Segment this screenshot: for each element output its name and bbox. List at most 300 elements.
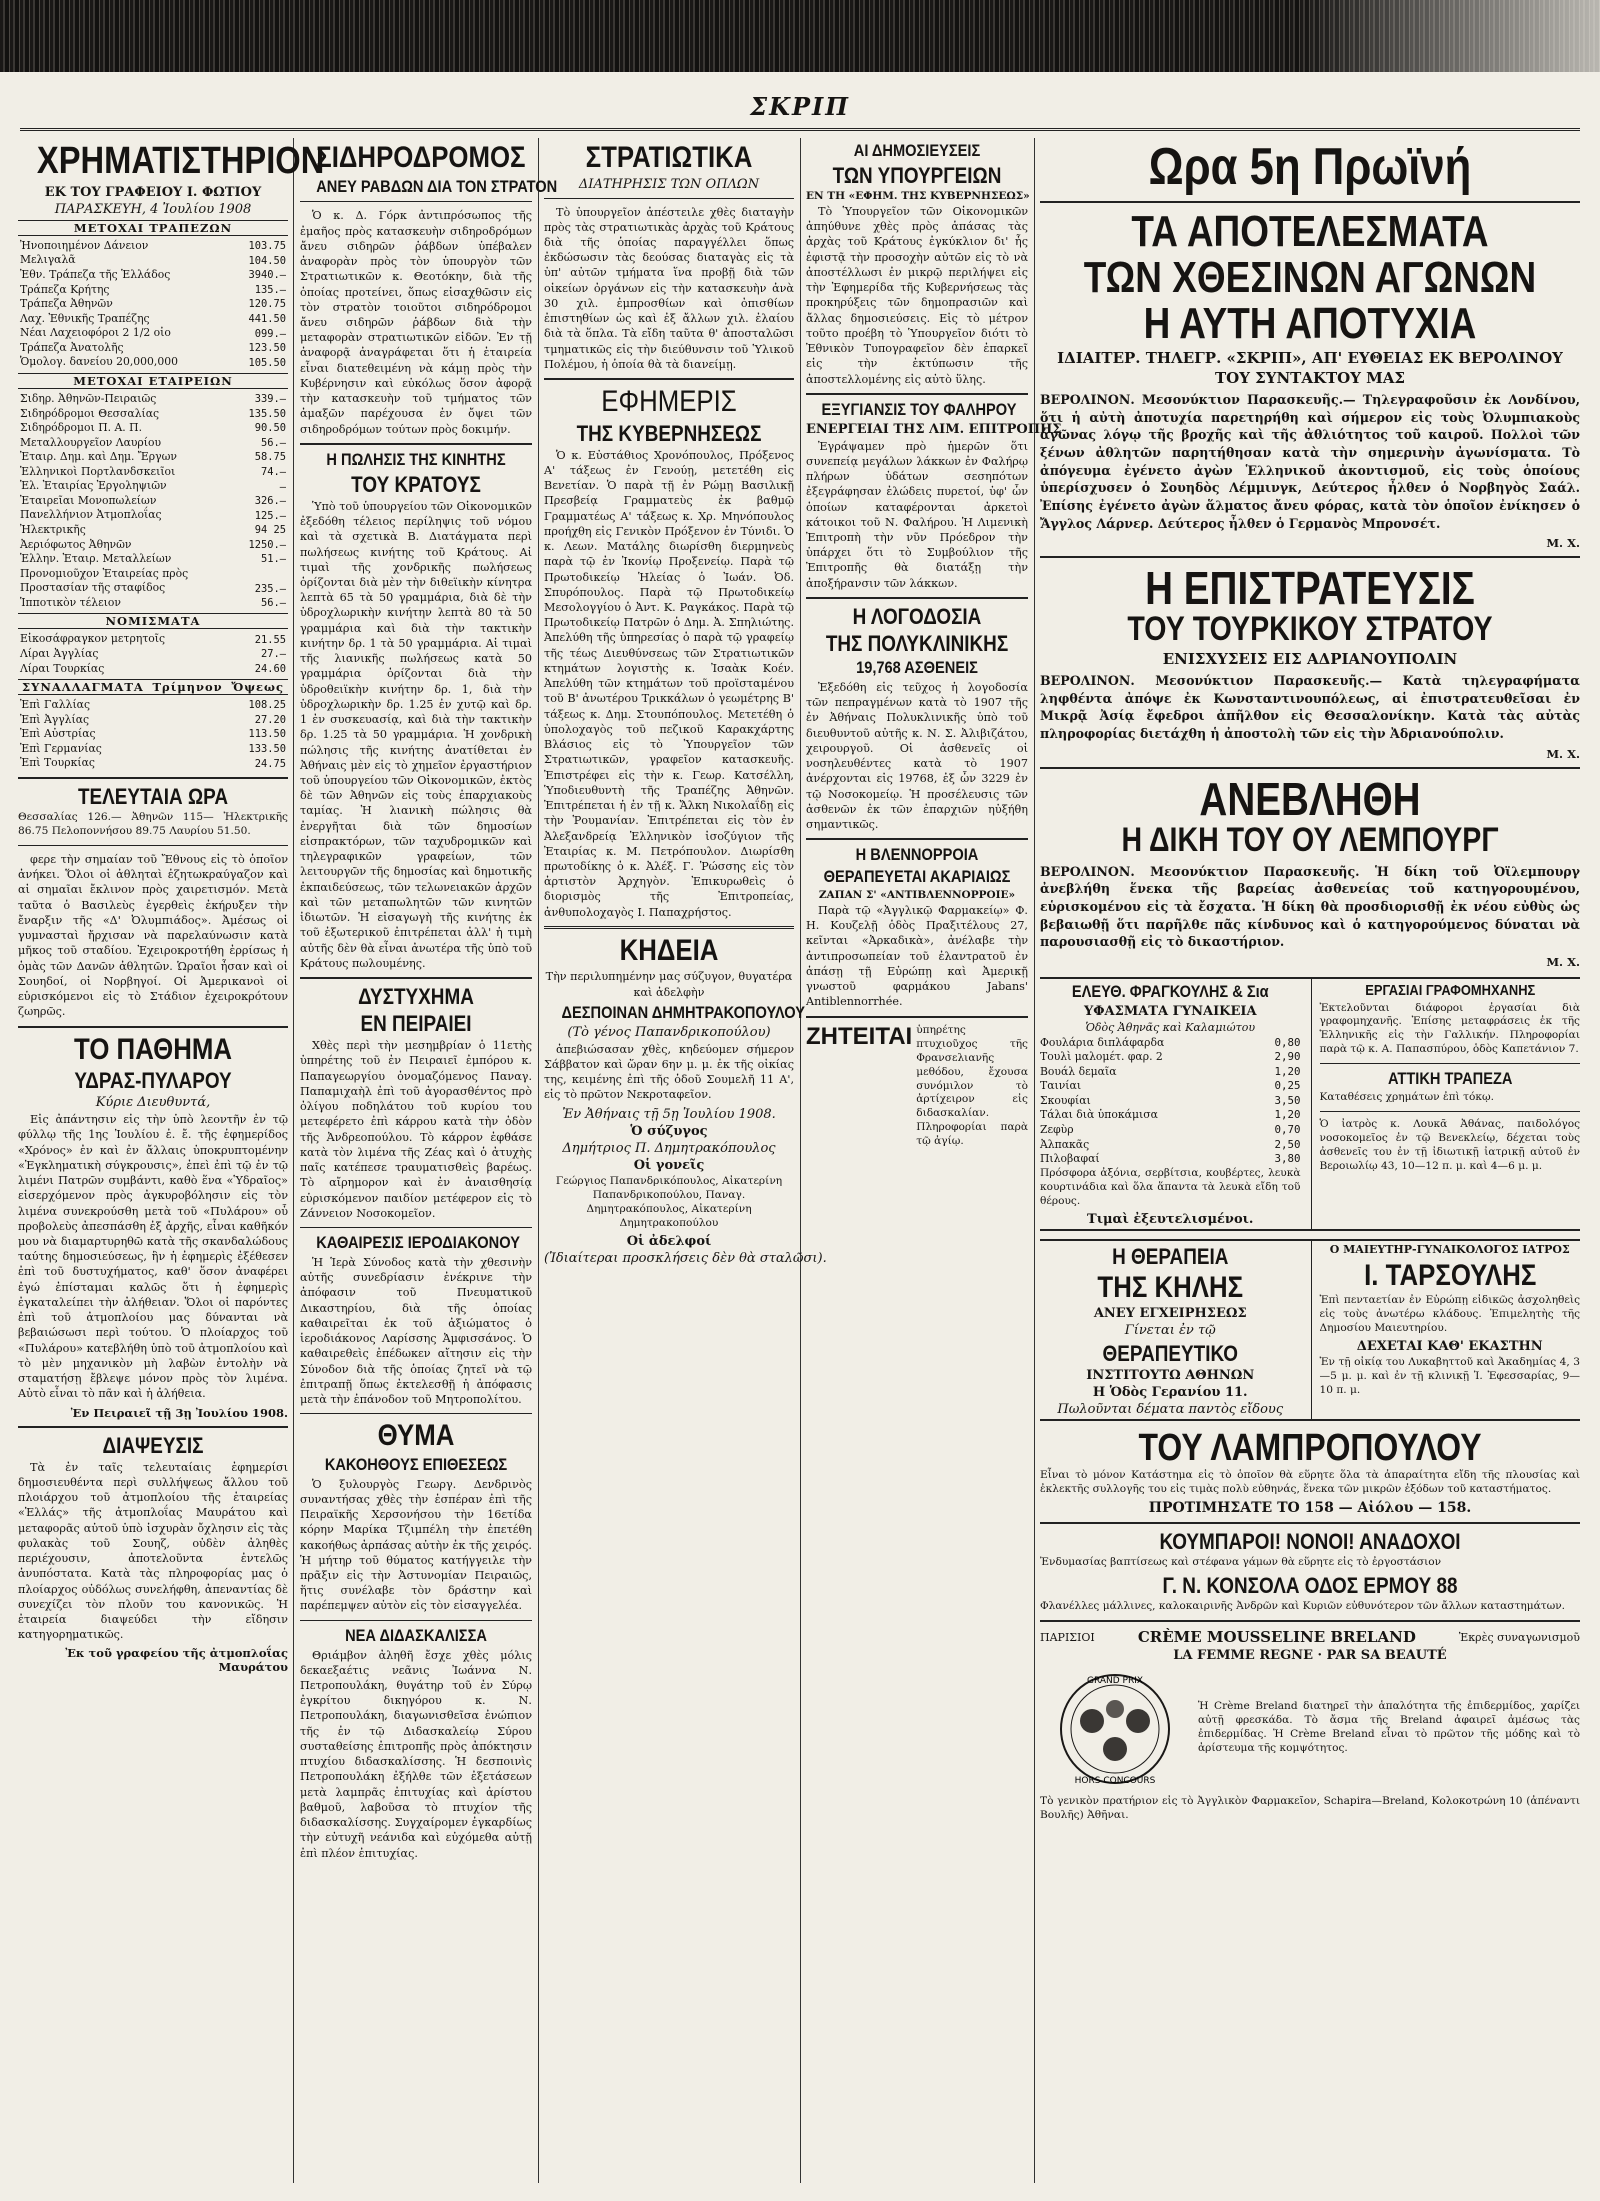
price-item: Ἀλπακᾶς <box>1040 1137 1090 1151</box>
ad-right-stack <box>1311 979 1581 1229</box>
rate-value: 56.— <box>260 597 286 610</box>
rate-value: 099.— <box>254 327 286 340</box>
ad-hernia-heading-4: ΘΕΡΑΠΕΥΤΙΚΟ <box>1102 1341 1238 1367</box>
last-hour-text: Θεσσαλίας 126.— Ἀθηνῶν 115— Ἠλεκτρικῆς 86.75 Πελοποννήσου 89.75 Λαυρίου 51.50. <box>18 810 288 837</box>
rate-name: Ἑλ. Ἑταιρίας Ἐργοληψιῶν <box>20 479 167 493</box>
blennorrhea-text: Παρὰ τῷ «Ἀγγλικῷ Φαρμακείῳ» Φ. Η. Κουζελῇ ὁδὸς Πραξιτέλους 27, κεῖνται «Ἀρκαδικὰ», ἀνέλαβε τὴν ἀντιπροσωπείαν τοῦ ἐλαντρατοῦ ἐν ἁπάσῃ τῇ Εὐρώπῃ καὶ Ἀμερικῇ γνωστοῦ φαρμάκου Jabans' Antiblennorrhée. <box>806 904 1028 1009</box>
trial-heading: ΑΝΕΒΛΗΘΗ <box>1199 772 1421 825</box>
rate-row <box>18 450 288 465</box>
divider <box>1320 1063 1581 1064</box>
price-item: Πιλοβαφαί <box>1040 1152 1100 1166</box>
divider <box>300 977 532 979</box>
mobilization-heading: Η ΕΠΙΣΤΡΑΤΕΥΣΙΣ <box>1145 562 1475 615</box>
ad-tarsoulis-name: Ι. ΤΑΡΣΟΥΛΗΣ <box>1363 1258 1536 1292</box>
rate-row <box>18 596 288 611</box>
polyclinic-subheading: ΤΗΣ ΠΟΛΥΚΛΙΝΙΚΗΣ <box>825 631 1009 657</box>
ministries-heading: ΑΙ ΔΗΜΟΣΙΕΥΣΕΙΣ <box>853 141 981 160</box>
price-item: Τουλὶ μαλομέτ. φαρ. 2 <box>1040 1050 1163 1064</box>
rate-row <box>18 268 288 283</box>
rate-value: 1250.— <box>248 538 286 551</box>
ad-fragkoulis-title: ΕΛΕΥΘ. ΦΡΑΓΚΟΥΛΗΣ & Σια <box>1071 981 1269 1001</box>
exchange-title: ΣΥΝΑΛΛΑΓΜΑΤΑ <box>22 680 144 695</box>
polyclinic-heading: Η ΛΟΓΟΔΟΣΙΑ <box>852 603 982 629</box>
divider <box>300 443 532 445</box>
price-row <box>1040 1152 1301 1167</box>
divider <box>18 845 288 846</box>
price-value: 2,50 <box>1274 1137 1301 1151</box>
rate-row <box>18 727 288 742</box>
rate-value: 441.50 <box>248 312 286 325</box>
gazette-subheading: ΤΗΣ ΚΥΒΕΡΝΗΣΕΩΣ <box>576 420 762 446</box>
column-divider <box>800 138 801 2183</box>
section-currencies: ΝΟΜΙΣΜΑΤΑ <box>18 613 288 629</box>
ad-fragkoulis <box>1040 979 1301 1229</box>
rate-value: 125.— <box>254 509 286 522</box>
results-correspondent: ΤΟΥ ΣΥΝΤΑΚΤΟΥ ΜΑΣ <box>1214 369 1406 388</box>
funeral-parents-names: Γεώργιος Παπανδρικόπουλος, Αἰκατερίνη Παπανδρικοπούλου, Παναγ. Δημητρακόπουλος, Αἰκατερίνη Δημητρακοπούλου <box>555 1174 783 1229</box>
stock-exchange-source: ΕΚ ΤΟΥ ΓΡΑΦΕΙΟΥ Ι. ΦΩΤΙΟΥ <box>44 184 262 200</box>
ad-typewriter-title: ΕΡΓΑΣΙΑΙ ΓΡΑΦΟΜΗΧΑΝΗΣ <box>1364 981 1535 999</box>
ad-bank-text: Καταθέσεις χρημάτων ἐπὶ τόκῳ. <box>1319 1091 1494 1104</box>
divider <box>1040 1620 1580 1622</box>
rate-name: Ἐταιρεῖαι Μονοπωλείων <box>20 493 157 507</box>
rate-name: Ἠνοποιημένον Δάνειον <box>20 238 149 252</box>
rate-value <box>236 567 288 582</box>
rate-name: Προστασίαν τῆς σταφίδος <box>20 581 166 595</box>
price-row <box>1040 1123 1301 1138</box>
price-value: 0,80 <box>1274 1035 1301 1049</box>
ministries-subheading: ΤΩΝ ΥΠΟΥΡΓΕΙΩΝ <box>832 162 1002 188</box>
divider <box>806 838 1028 840</box>
teacher-text: Θριάμβον ἀληθῆ ἔσχε χθὲς μόλις δεκαεξαέτις νεᾶνις Ἰωάννα Ν. Πετροπουλάκη, θυγάτηρ τοῦ ἐν Σύρῳ ἐγκρίτου δικηγόρου κ. Ν. Πετροπουλάκη, διαγωνισθεῖσα ἐνώπιον τῆς ἐν τῷ Διδασκαλείῳ Σύρου συσταθείσης ἐπιτροπῆς πρὸς ἀπόκτησιν πτυχίου διδασκαλίσσης. Ἡ δεσποινὶς Πετροπουλάκη ἐξήλθε τῶν ἐξετάσεων μετὰ λαμπρᾶς ἐπιτυχίας καὶ ἀρίστου βαθμοῦ, λαβοῦσα τὸ πτυχίον τῆς διδασκαλίσσης. Συγχαίρομεν ἐγκαρδίως τὴν εὐτυχῆ νεάνιδα καὶ εὐχόμεθα αὐτῇ ἐπὶ πλέον ἐπιτυχίας. <box>300 1648 532 1860</box>
ad-hernia <box>1040 1241 1301 1420</box>
ad-lampropoulos-title: ΤΟΥ ΛΑΜΠΡΟΠΟΥΛΟΥ <box>1138 1427 1482 1470</box>
rate-row <box>18 632 288 647</box>
quinine-text: Ὑπὸ τοῦ ὑπουργείου τῶν Οἰκονομικῶν ἐξεδόθη τέλειος περίληψις τοῦ νόμου καὶ τὰ σχετικὰ Β. Διατάγματα περὶ πωλήσεως κινήτης τοῦ Κράτους. Αἱ τιμαὶ τῆς χονδρικῆς πωλήσεως ὁρίζονται διὰ μὲν τὴν διθεϊικὴν κίνητρα λεπτὰ 65 τὰ 50 γραμμάρια, διὰ δὲ τὴν ὑδροχλωρικὴν κινήτην λεπτὰ 80 τὰ 50 γραμμάρια καὶ διὰ τὴν τακτικὴν κινήτην δρ. 1 τὰ 50 γραμμάρια. Αἱ τιμαὶ τῆς λιανικῆς πωλήσεως κατὰ 50 γραμμάρια ὁρίζονται διὰ τὴν ὑδροθειϊκὴν κινήτην δρ. 1, διὰ τὴν ὑδροχλωρικὴν δρ. 1.25 ἐν χυτῷ καὶ δρ. 1 ἐν συσκευασίᾳ, καὶ διὰ τὴν τακτικὴν δρ. 1.25 τὰ 50 γραμμάρια. Ἡ χονδρικὴ πώλησις τῆς κινήτης ἀνατίθεται ἐν Ἀθήναις μὲν εἰς τὸ χημεῖον ἐργαστήριον τοῦ ὑπουργείου τῶν Οἰκονομικῶν, ἐκτὸς δὲ τῶν Ἀθηνῶν εἰς τοὺς ἐπαρχιακοὺς ταμίας. Ἡ λιανικὴ πώλησις θὰ ἐνεργῆται διὰ τῶν δημοσίων εἰσπρακτόρων, τῶν ταχυδρομικῶν καὶ τηλεγραφικῶν γραφείων, τῶν λειτουργῶν τῆς δημοσίας καὶ δημοτικῆς ἐκπαιδεύσεως, τῶν τελωνειακῶν ἀρχῶν καὶ τῶν μεταπωλητῶν τῶν κινητῶν ἰδιωτῶν. Ἡ εἰσαγωγὴ τῆς κινήτης ἐκ τοῦ ἐξωτερικοῦ ἐπιτρέπεται ἀλλ' ἡ τιμὴ αὐτῆς δὲν θὰ εἶναι ἀνωτέρα τῆς ὑπὸ τοῦ Κράτους πωλουμένης. <box>300 499 532 970</box>
masthead: ΣΚΡΙΠ <box>750 92 850 121</box>
ad-hernia-heading-3: ΑΝΕΥ ΕΓΧΕΙΡΗΣΕΩΣ <box>1093 1306 1247 1322</box>
denial-heading: ΔΙΑΨΕΥΣΙΣ <box>102 1432 204 1458</box>
ad-konsolas-text: Ἐνδυμασίας βαπτίσεως καὶ στέφανα γάμων θὰ εὕρητε εἰς τὸ ἐργοστάσιον <box>1040 1556 1442 1569</box>
ad-hernia-text: Γίνεται ἐν τῷ <box>1124 1323 1216 1339</box>
section-bank-shares: ΜΕΤΟΧΑΙ ΤΡΑΠΕΖΩΝ <box>18 220 288 236</box>
divider <box>300 1620 532 1621</box>
rate-row <box>18 552 288 567</box>
rate-row <box>18 662 288 677</box>
funeral-deceased-name: ΔΕΣΠΟΙΝΑΝ ΔΗΜΗΤΡΑΚΟΠΟΥΛΟΥ <box>561 1002 805 1022</box>
company-shares-table <box>18 392 288 610</box>
price-row <box>1040 1050 1301 1065</box>
results-text: ΒΕΡΟΛΙΝΟΝ. Μεσονύκτιον Παρασκευῆς.— Τηλεγραφοῦσιν ἐκ Λονδίνου, ὅτι ἡ αὐτὴ ἀποτυχία παρετηρήθη καὶ σήμερον εἰς τοὺς Ὀλυμπιακοὺς ἀγῶνας λόγῳ τῆς βροχῆς καὶ τῆς ἀθλιότητος τοῦ καιροῦ. Πολλοὶ τῶν ξένων ἀθλητῶν παρητήθησαν κατὰ τὴν σημερινὴν ἀγωνίσματα. Τὸ ἀπόγευμα ἐγένετο ἀγὼν Ἑλληνικοῦ ἀκοντισμοῦ, εἰς τοὺς ὁποίους ὑπερίσχυσεν ὁ Σουηδὸς Λέμμινγκ, Δεύτερος ἦλθεν ὁ Νορβηγὸς Σαάλ. Ἐπίσης ἐγένετο ἀγὼν ἅλματος ἄνευ φόρας, κατὰ τὸν ὁποῖον ἐνίκησεν ὁ Ἄγγλος Λάρνερ. Δεύτερος ἦλθεν ὁ Γερμανὸς Μπρονσέτ. <box>1040 392 1580 531</box>
rate-row <box>18 297 288 312</box>
accident-subheading: ΕΝ ΠΕΙΡΑΙΕΙ <box>360 1011 472 1037</box>
price-value: 3,50 <box>1274 1093 1301 1107</box>
divider <box>1320 1111 1581 1112</box>
gazette-text: Ὁ κ. Εὐστάθιος Χρονόπουλος, Πρόξενος Α' τάξεως ἐν Γενούῃ, μετετέθη εἰς Βενετίαν. Ὁ παρὰ τῇ ἐν Ρώμῃ Βασιλικῇ Πρεσβείᾳ Γραμματεὺς ἐκ βαθμῷ Γραμματέως Α' τάξεως κ. Χρ. Μηνόπουλος προήχθη εἰς Γενικὸν Πρόξενον ἐν Τύνιδι. Ὁ κ. Λεων. Ματάλης διωρίσθη διερμηνεὺς παρὰ τῷ ἐν Ἰκονίῳ Προξενείῳ. Παρὰ τῷ Πρωτοδικείῳ Ἡλείας ὁ Ἰωάν. Ὀδ. Σπυρόπουλος. Παρὰ τῷ Πρωτοδικείῳ Μεσολογγίου ὁ Ἀντ. Κ. Ραγκάκος. Παρὰ τῷ Πρωτοδικείῳ Πατρῶν ὁ Δημ. Ἀ. Σπηλιώτης. Ἀπελύθη τῆς ὑπηρεσίας ὁ παρὰ τῷ γραφείῳ τῆς τέως Διευθύνσεως τῶν Στρατιωτικῶν κτημάτων λογιστὴς κ. Ἰσαὰκ Κοέν. Ἀπελύθη τῶν κτημάτων τοῦ προϊσταμένου τοῦ Β' ἀνωτέρου Τρικκάλων ὁ γεωμέτρης Β' τάξεως κ. Δημ. Στουπόπουλος. Μετετέθη ὁ ὑπολοχαγὸς τοῦ πεζικοῦ Καρακχάρτης Βλάσιος εἰς τὸ Ὑπουργεῖον τῶν Στρατιωτικῶν, γραφεῖον κατασκευῆς. Ἐπιστρέφει εἰς τὴν κ. Γεωρ. Κατσέλλη, Ὑποδιευθυντὴ τῆς Τραπέζης Ἀθηνῶν. Ἐπιτρέπεται ἡ ἐν τῇ κ. Ἄλκη Νικολαΐδῃ εἰς τὴν Ῥουμανίαν. Ἐπιτρέπεται εἰς τὸν ἐν Ἀλεξανδρείᾳ Ἑλληνικὸν ἰσοζύγιον τῆς Ἐταιρίας κ. Μ. Πετρόπουλον. Διωρίσθη πρωτοδίκης ὁ κ. Ἀλέξ. Γ. Ῥώσσης εἰς τὸν ἀρτιστὸν Ἀρχηγὸν. Ἐπικυρωθεὶς ὁ διορισμὸς τῆς Ἐπιτροπείας, ἀνθυπολοχαγὸς Ι. Παπαχρήστος. <box>544 448 794 919</box>
ad-breland-slogan: LA FEMME REGNE · PAR SA BEAUTÉ <box>1173 1648 1447 1664</box>
letter-salutation: Κύριε Διευθυντά, <box>95 1095 211 1111</box>
rate-name: Λίραι Ἀγγλίας <box>20 646 99 660</box>
divider <box>544 926 794 929</box>
rate-row <box>18 392 288 407</box>
price-value: 1,20 <box>1274 1108 1301 1122</box>
mobilization-signature: Μ. Χ. <box>1546 746 1580 761</box>
column-stock-exchange <box>18 138 325 2183</box>
ad-fragkoulis-price-note: Τιμαὶ ἐξευτελισμένοι. <box>1087 1211 1254 1227</box>
divider <box>18 1426 288 1428</box>
hydra-pylaros-subheading: ΥΔΡΑΣ-ΠΥΛΑΡΟΥ <box>74 1068 232 1093</box>
gazette-heading: ΕΦΗΜΕΡΙΣ <box>601 385 737 419</box>
rate-value: 27.20 <box>254 713 286 726</box>
price-value: 3,80 <box>1274 1152 1301 1166</box>
ad-hernia-heading-2: ΤΗΣ ΚΗΛΗΣ <box>1097 1270 1244 1304</box>
price-item: Βουάλ δεμαῖα <box>1040 1064 1117 1078</box>
results-subheading: ΤΩΝ ΧΘΕΣΙΝΩΝ ΑΓΩΝΩΝ <box>1083 252 1537 302</box>
rate-row <box>18 523 288 538</box>
price-value: 1,20 <box>1274 1064 1301 1078</box>
rate-name: Ἐπὶ Ἀγγλίας <box>20 712 90 726</box>
rate-value: 235.— <box>254 582 286 595</box>
rate-name: Εἰκοσάφραγκον μετρητοῖς <box>20 632 166 646</box>
funeral-heading: ΚΗΔΕΙΑ <box>619 933 719 967</box>
blennorrhea-subheading: ΘΕΡΑΠΕΥΕΤΑΙ ΑΚΑΡΙΑΙΩΣ <box>823 867 1011 887</box>
divider <box>1040 767 1580 769</box>
railway-subheading: ΑΝΕΥ ΡΑΒΔΩΝ ΔΙΑ ΤΟΝ ΣΤΡΑΤΟΝ <box>316 176 558 196</box>
late-edition-banner: Ωρα 5η Πρωϊνή <box>1148 138 1472 196</box>
rate-value: 90.50 <box>254 422 286 435</box>
exchange-col-three-month: Τρίμηνον <box>152 680 223 695</box>
rate-row <box>18 479 288 494</box>
wanted-heading: ΖΗΤΕΙΤΑΙ <box>806 1022 913 1050</box>
ad-hernia-text-2: Πωλοῦνται δέματα παντὸς εἴδους <box>1057 1402 1284 1418</box>
ad-hernia-heading: Η ΘΕΡΑΠΕΙΑ <box>1112 1243 1229 1269</box>
ad-breland-competition: Ἐκρὲς συναγωνισμοῦ <box>1458 1630 1580 1644</box>
rate-name: Ἑλληνικοὶ Πορτλανδσκειῖοι <box>20 464 176 478</box>
olympics-continued-text: φερε τὴν σημαίαν τοῦ Ἔθνους εἰς τὸ ὁποῖον ἀνήκει. Ὅλοι οἱ ἀθληταὶ ἐζητωκραύγαζον καὶ αἱ σημαῖαι ἔκλινον πρὸς χαιρετισμόν. Μετὰ ταῦτα ὁ Βασιλεὺς ἐγερθεὶς ἐκήρυξεν τὴν ἔναρξιν τῆς «Δ' Ὀλυμπιάδος». Ἀμέσως οἱ γυμνασταὶ ἤρχισαν νὰ παρελαύνωσιν κατὰ μῆκος τοῦ σταδίου. Ἐχειροκροτήθη ἐρρίσως ἡ ὁμὰς τῶν Δανῶν ἀθλητῶν. Ὡραῖοι ἦσαν καὶ οἱ Σουηδοί, οἱ Νορβηγοί. Οἱ Ἀμερικανοὶ οἱ εὑρισκόμενοι εἰς τὸ Στάδιον ἐχειροκρότουν ζωηρῶς. <box>18 852 288 1019</box>
rate-row <box>18 713 288 728</box>
bank-shares-table <box>18 239 288 370</box>
teacher-heading: ΝΕΑ ΔΙΔΑΣΚΑΛΙΣΣΑ <box>345 1625 487 1645</box>
funeral-intro: Τὴν περιλυπημένην μας σύζυγον, θυγατέρα καὶ ἀδελφὴν <box>545 970 793 999</box>
rate-value: 51.— <box>260 553 286 566</box>
ad-breland-text: Ἡ Crème Breland διατηρεῖ τὴν ἁπαλότητα τῆς ἐπιδερμίδος, χαρίζει αὐτῇ φρεσκάδα. Τὸ ἄσμα τῆς Breland ἀφαιρεῖ ἀμέσως τὰς ἐπιδερμίδας. Ἡ Crème Breland εἶναι τὸ πρῶτον τῆς μόδης καὶ τὸ ἀρίστευμα τῆς κομψότητος. <box>1198 1699 1580 1754</box>
ad-typewriter-text: Ἐκτελοῦνται διάφοροι ἐργασίαι διὰ γραφομηχανῆς. Ἐπίσης μεταφράσεις ἐκ τῆς Ἑλληνικῆς εἰς τὴν Γαλλικήν. Πληροφορίαι παρὰ τῷ κ. Α. Παπασπύρου, ὁδὸς Καπετάνιον 7. <box>1319 1001 1580 1056</box>
funeral-place-date: Ἐν Ἀθήναις τῇ 5ῃ Ἰουλίου 1908. <box>562 1106 776 1122</box>
divider <box>806 597 1028 599</box>
rate-name: Λαχ. Ἐθνικῆς Τραπέζης <box>20 311 150 325</box>
rate-name: Ἱπποτικὸν τέλειον <box>20 595 121 609</box>
rate-value: 24.75 <box>254 757 286 770</box>
rate-row <box>18 253 288 268</box>
rate-name: Πανελλήνιον Ἀτμοπλοΐας <box>20 508 162 522</box>
rate-row <box>18 742 288 757</box>
victim-subheading: ΚΑΚΟΗΘΟΥΣ ΕΠΙΘΕΣΕΩΣ <box>324 1454 508 1474</box>
currencies-table <box>18 632 288 676</box>
rate-row <box>18 407 288 422</box>
quinine-subheading: ΤΟΥ ΚΡΑΤΟΥΣ <box>351 471 481 497</box>
divider <box>806 393 1028 395</box>
blennorrhea-product: ΖΑΠΑΝ Σ' «ΑΝΤΙΒΛΕΝΝΟΡΡΟΙΕ» <box>818 889 1016 901</box>
rate-value: 103.75 <box>248 240 286 253</box>
railway-text: Ὁ κ. Δ. Γόρκ ἀντιπρόσωπος τῆς ἐμαῆος πρὸς κατασκευὴν σιδηροδρόμων ἄνευ σιδηρῶν ῥάβδων ὑπέβαλεν ἀναφορὰν πρὸς τὸν ὑπουργὸν τῶν Στρατιωτικῶν κ. Θεοτόκην, διὰ τῆς ὁποίας προτείνει, ὅπως εἰσαχθῶσιν εἰς τὸν στρατὸν τοιοῦτοι σιδηρόδρομοι ἄνευ σιδηρῶν ῥάβδων διὰ τὴν μεταφορὰν στρατιωτικῶν εἰδῶν. Ἐν τῇ ἀναφορᾷ ἀναγράφεται ὅτι ἡ ἑταιρεία εἶναι διατεθειμένη νὰ κάμῃ πρὸς τὴν Κυβέρνησιν καὶ εὐκόλως ὅσον ἀφορᾷ τὴν κατασκευὴν τοῦ τμήματος τῶν ἀμαξῶν παρέχουσα ἐν ὄψει τῶν σιδηροδρόμων τούτων πρὸς δοκιμήν. <box>300 209 532 436</box>
rate-name: Σιδηρόδρομοι Θεσσαλίας <box>20 406 160 420</box>
ministries-text: Τὸ Ὑπουργεῖον τῶν Οἰκονομικῶν ἀπηύθυνε χθὲς πρὸς ἁπάσας τὰς ἀρχὰς τοῦ Κράτους ἐγκύκλιον δι' ἧς ἐφιστᾷ τὴν προσοχὴν αὐτῶν εἰς τὸ νὰ ἀποστέλλωσι ἐν μικρῷ περιλήψει εἰς τὴν Ἐφημερίδα τῆς Κυβερνήσεως τὰς προκηρύξεις τῶν δημοπρασιῶν καὶ ἄλλας δημοσιεύσεις. Εἰς τὸ μέτρον τοῦτο προέβη τὸ Ὑπουργεῖον διότι τὸ Ἐθνικὸν Τυπογραφεῖον δὲν ἐπαρκεῖ εἰς τὴν ἐκτύπωσιν τῆς ἀποστελλομένης εἰς αὐτὸ ὕλης. <box>806 204 1028 386</box>
funeral-note: (Ἰδιαίτεραι προσκλήσεις δὲν θὰ σταλῶσι). <box>544 1250 827 1266</box>
wanted-ad <box>806 1024 1028 1153</box>
rate-name: Προνομιοῦχον Ἑταιρείας πρὸς <box>20 566 189 580</box>
rate-row <box>18 326 288 341</box>
divider <box>300 1413 532 1414</box>
price-value: 0,70 <box>1274 1122 1301 1136</box>
price-value: 2,90 <box>1274 1050 1301 1064</box>
ad-fragkoulis-note: Πρόσφορα ἀξόνια, σερβίτσια, κουβέρτες, λευκὰ κουρτινάδια καὶ ὅλα ἅπαντα τὰ λευκὰ εἴδη τοῦ θέρους. <box>1040 1166 1301 1207</box>
rate-row <box>18 312 288 327</box>
divider <box>300 201 532 202</box>
divider <box>1040 201 1580 203</box>
wanted-text: ὑπηρέτης πτυχιοῦχος τῆς Φρανσελιανῆς μεθόδου, ἔχουσα συνόμιλον τὸ ἀρτίχειρον εἰς διδασκαλίαν. Πληροφορίαι παρὰ τῷ ἀγίῳ. <box>916 1023 1028 1148</box>
hydra-pylaros-heading: ΤΟ ΠΑΘΗΜΑ <box>74 1032 232 1066</box>
rate-value: 24.60 <box>254 662 286 675</box>
deacon-text: Ἡ Ἱερὰ Σύνοδος κατὰ τὴν χθεσινὴν αὐτῆς συνεδρίασιν ἐνέκρινε τὴν ἀπόφασιν τοῦ Πνευματικοῦ Δικαστηρίου, διὰ τῆς ὁποίας καθαιρεῖται ἐκ τοῦ ἀξιώματος ὁ ἱεροδιάκονος Λαρίσσης Ἀμφισσάνος. Ὁ καθαιρεθεὶς ἐπέδωκεν αἴτησιν εἰς τὴν Σύνοδον διὰ τῆς ὁποίας ζητεῖ νὰ τῷ ἐπιτραπῇ ὅπως ἐκτελεσθῇ ἡ ἀπόφασις μετὰ τὴν ἐπάνοδον τοῦ Μητροπολίτου. <box>300 1255 532 1407</box>
stock-exchange-date: ΠΑΡΑΣΚΕΥΗ, 4 Ἰουλίου 1908 <box>54 201 252 217</box>
rate-name: Ἑλλην. Ἑταιρ. Μεταλλείων <box>20 552 172 566</box>
rate-value: 339.— <box>254 393 286 406</box>
railway-heading: ΣΙΔΗΡΟΔΡΟΜΟΣ <box>316 141 526 174</box>
funeral-widower-name: Δημήτριος Π. Δημητρακόπουλος <box>562 1140 776 1156</box>
ad-lampropoulos-address: ΠΡΟΤΙΜΗΣΑΤΕ ΤΟ 158 — Αἰόλου — 158. <box>1148 1500 1472 1517</box>
rate-value: 3940.— <box>248 269 286 282</box>
ad-doctor-text: Ὁ ἰατρὸς κ. Λουκᾶ Ἀθάνας, παιδολόγος νοσοκομεῖος ἐν τῷ Βενεκλείῳ, δέχεται τοὺς ἀσθενεῖς του ἐν τῇ ἰδιωτικῇ ἰατρικῇ αὐτοῦ ἐν Βεροιωλίῳ 43, 10—12 π. μ. καὶ 4—6 μ. μ. <box>1319 1118 1580 1173</box>
ad-breland-header <box>1040 1628 1580 1646</box>
rate-name: Νέαι Λαχειοφόροι 2 1/2 οἰο <box>20 326 171 340</box>
funeral-siblings-label: Οἱ ἀδελφοί <box>626 1233 712 1249</box>
victim-text: Ὁ ξυλουργὸς Γεωργ. Δενδρινὸς συναντήσας χθὲς τὴν ἑσπέραν ἐπὶ τῆς Πειραϊκῆς Χερσονήσου τὴν 16ετίδα κόρην Μαρίκα Τζιμπέλη τὴν ἐπετέθη κακοήθως ἀρπάσας αὐτὴν ἐκ τῆς χειρός. Ἡ μήτηρ τοῦ θύματος κατήγγειλε τὴν πρᾶξιν εἰς τὴν Ἀστυνομίαν Πειραιῶς, ἥτις συνέλαβε τὸν δράστην καὶ παρέπεμψεν αὐτὸν εἰς τὸν εἰσαγγελέα. <box>300 1477 532 1613</box>
rate-value: 21.55 <box>254 633 286 646</box>
rate-name: Ἐθν. Τράπεζα τῆς Ἑλλάδος <box>20 268 171 282</box>
rate-value: 135.50 <box>248 407 286 420</box>
rate-name: Ἠλεκτρικῆς <box>20 523 86 537</box>
rate-name: Ἐπὶ Τουρκίας <box>20 756 95 770</box>
polyclinic-text: Ἐξεδόθη εἰς τεῦχος ἡ λογοδοσία τῶν πεπραγμένων κατὰ τὸ 1907 τῆς ἐν Ἀθήναις Πολυκλινικῆς ὑπὸ τοῦ διευθυντοῦ αὐτῆς κ. Ν. Σ. Ἀλιβιζάτου, χειρουργοῦ. Οἱ ἀσθενεῖς οἱ νοσηλευθέντες κατὰ τὸ 1907 ἀνέρχονται εἰς 19768, ἐξ ὧν 3229 ἐν τῷ Νοσοκομείῳ. Ἡ προσέλευσις τῶν ἀσθενῶν ἐκ τῶν ἐπαρχιῶν ηὐξήθη σημαντικῶς. <box>806 680 1028 832</box>
mobilization-reinforcements: ΕΝΙΣΧΥΣΕΙΣ ΕΙΣ ΑΔΡΙΑΝΟΥΠΟΛΙΝ <box>1162 650 1458 669</box>
hydra-pylaros-text: Εἰς ἀπάντησιν εἰς τὴν ὑπὸ λεοντῆν ἐν τῷ φύλλῳ τῆς 1ης Ἰουλίου ἐ. ἔ. τῆς ἐφημερίδος «Χρόνος» ἐν καὶ ἐν ἄλλαις ὑποκρυπτομένην «Ἐγκληματικὴ σύγκρουσις», ἐπεὶ ἐπὶ τῷ ἐν τῷ λιμένι Πατρῶν συμβάντι, καθὸ ἕνα «Ὑδραῖος» εἰσερχόμενον πρὸς ἀγκυροβόλησιν εἰς τὸν λιμένα συνεκρούσθη μετὰ τοῦ «Πυλάρου» οὗ προβολεὺς ἀπεσπάσθη ἐξ ἀρχῆς, εἶναι καθῆκόν μου νὰ διαμαρτυρηθῶ κατὰ τῆς σκανδαλώδους ταύτης δημοσιεύσεως, ἣν ἡ ἐφημερὶς ἐξέθεσεν ἐπὶ τοῦ δυστυχήματος, καθ' ὅσον ἀναφέρει ἐγώ ἐπίσταμαι καλῶς ὅτι ἡ ἐφημερὶς ἐγκαταλείπει τὴν ἀλήθειαν. Ὅλοι οἱ παρόντες ἐπὶ τοῦ ἀτμοπλοίου μας δύνανται νὰ βεβαιώσωσι περὶ τούτου. Ὁ πλοίαρχος τοῦ «Πυλάρου» κατεβλήθη ὑπὸ τοῦ ἀτμοπλοίου καὶ τὸ μὲν μηχανικὸν μὴ λαβὼν ἐντολὴν νὰ σταματήσῃ ἔβλεψε μόνον πρὸς τὸν λιμένα. Αὐτὸ εἶναι τὸ πᾶν καὶ ἡ ἀλήθεια. <box>18 1113 288 1401</box>
ad-bank-title: ΑΤΤΙΚΗ ΤΡΑΠΕΖΑ <box>1387 1069 1512 1089</box>
medal-seal-label: GRAND PRIX <box>1086 1676 1144 1687</box>
divider <box>806 1016 1028 1018</box>
rate-name: Τράπεζα Ἀνατολῆς <box>20 340 124 354</box>
rate-name: Ἀεριόφωτος Ἀθηνῶν <box>20 537 132 551</box>
rate-name: Ἐταιρ. Δημ. καὶ Δημ. Ἔργων <box>20 450 177 464</box>
accident-text: Χθὲς περὶ τὴν μεσημβρίαν ὁ 11ετὴς ὑπηρέτης τοῦ ἐν Πειραιεῖ ἐμπόρου κ. Παπαγεωργίου ὀνομαζόμενος Παναγ. Παπαμιχαὴλ ἐπὶ τοῦ ἀγορασθέντος πρὸ ὀλίγου ποδηλάτου τοῦ κυρίου του μετεφέρετο ἐπὶ κάρρου κατὰ τὴν ὁδὸν τῆς Ἀνδρεοπούλου. Τὸ κάρρον ἐφθάσε κατὰ τὸν λιμένα τῆς Ζέας καὶ ὁ ἀτυχὴς παῖς κατέπεσε τραυματισθεὶς βαρέως. Τὸ αἴρημορον καὶ ἐν ἀναισθησίᾳ εὑρισκόμενον παιδίον μετέφερον εἰς τὸ Ζάννειον Νοσοκομεῖον. <box>300 1039 532 1220</box>
ad-konsolas-title: ΚΟΥΜΠΑΡΟΙ! ΝΟΝΟΙ! ΑΝΑΔΟΧΟΙ <box>1159 1529 1461 1555</box>
ad-breland-title: CRÈME MOUSSELINE BRELAND <box>1137 1628 1416 1647</box>
rate-row <box>18 436 288 451</box>
ad-fragkoulis-sub: ΥΦΑΣΜΑΤΑ ΓΥΝΑΙΚΕΙΑ <box>1083 1003 1257 1019</box>
price-item: Ζεφὺρ <box>1040 1122 1074 1136</box>
rate-row <box>18 647 288 662</box>
ad-konsolas-name: Γ. Ν. ΚΟΝΣΟΛΑ ΟΔΟΣ ΕΡΜΟΥ 88 <box>1162 1573 1458 1599</box>
rate-value: 133.50 <box>248 743 286 756</box>
funeral-deceased-maiden: (Τὸ γένος Παπανδρικοπούλου) <box>567 1024 771 1040</box>
denial-text: Τὰ ἐν ταῖς τελευταίαις ἐφημερίσι δημοσιευθέντα περὶ συλλήψεως ἄλλου τοῦ πλοιάρχου τοῦ ἀτμοπλοίου τῆς ἑταιρείας «Ἑλλάς» τῆς ἀτμοπλοΐας Μαυράτου καὶ μεταφορᾶς αὐτοῦ ὑπὸ ἰσχυρὰν ὄχλησιν εἰς τὰς φυλακὰς τοῦ Σουηζ, οὐδὲν ἀληθὲς περιέχουσιν, ἀποτελοῦντα ἐντελῶς ἀνυπόστατα. Κατὰ τὰς πληροφορίας μας ὁ πλοίαρχος οὐδόλως συνελήφθη, ἀπεναντίας δὲ συνεχίζει τὸν πλοῦν του κανονικῶς. Ἡ ἐταιρεία διαψεύδει τὴν εἴδησιν κατηγορηματικῶς. <box>18 1460 288 1642</box>
section-exchange <box>18 679 288 695</box>
ads-row-1 <box>1040 977 1580 1231</box>
hydra-pylaros-signature: Ἐν Πειραιεῖ τῇ 3ῃ Ἰουλίου 1908. <box>70 1405 288 1420</box>
accident-heading: ΔΥΣΤΥΧΗΜΑ <box>358 984 474 1010</box>
ad-breland-paris: ΠΑΡΙΣΙΟΙ <box>1040 1630 1095 1644</box>
military-subheading: ΔΙΑΤΗΡΗΣΙΣ ΤΩΝ ΟΠΛΩΝ <box>578 176 760 192</box>
faliro-text: Ἐγράψαμεν πρὸ ἡμερῶν ὅτι συνεπείᾳ μεγάλων λάκκων ἐν Φαλήρῳ πλήρων ὑδάτων σεσηπότων ἐξεγράφησαν ἐλώδεις πυρετοί, ὑφ' ὧν ὁποίων καταφέρονται ἀρκετοὶ κάτοικοι τοῦ Ν. Φαλήρου. Ἡ Λιμενικὴ Ἐπιτροπὴ τὴν νῦν Πρόεδρον τὴν ὑπάρχει ὅτι τὸ Συμβούλιον τῆς Ἐπιτροπῆς θὰ διατάξῃ τὴν ἀποξήρανσιν τῶν λάκκων. <box>806 439 1028 590</box>
masthead-rule <box>20 128 1580 131</box>
faliro-subheading: ΕΝΕΡΓΕΙΑΙ ΤΗΣ ΛΙΜ. ΕΠΙΤΡΟΠΗΣ <box>806 421 1062 437</box>
divider <box>18 777 288 779</box>
results-signature: Μ. Χ. <box>1546 536 1580 551</box>
column-divider <box>293 138 294 2183</box>
funeral-parents-label: Οἱ γονεῖς <box>633 1157 705 1173</box>
price-item: Τάλαι διὰ ὑποκάμισα <box>1040 1108 1158 1122</box>
column-telegrams <box>1040 138 1580 2183</box>
rate-name: Λίραι Τουρκίας <box>20 661 105 675</box>
rate-value: 135.— <box>254 283 286 296</box>
column-divider <box>1034 138 1035 2183</box>
ministries-subheading-2: ΕΝ ΤΗ «ΕΦΗΜ. ΤΗΣ ΚΥΒΕΡΝΗΣΕΩΣ» <box>806 189 1030 202</box>
price-row <box>1040 1108 1301 1123</box>
rate-value: 326.— <box>254 495 286 508</box>
results-telegram-source: ΙΔΙΑΙΤΕΡ. ΤΗΛΕΓΡ. «ΣΚΡΙΠ», ΑΠ' ΕΥΘΕΙΑΣ ΕΚ ΒΕΡΟΛΙΝΟΥ <box>1057 349 1563 368</box>
ad-tarsoulis-title: Ο ΜΑΙΕΥΤΗΡ-ΓΥΝΑΙΚΟΛΟΓΟΣ ΙΑΤΡΟΣ <box>1329 1242 1570 1256</box>
medal-seal-icon <box>1040 1669 1190 1789</box>
rate-row <box>18 239 288 254</box>
divider <box>18 1026 288 1028</box>
military-text: Τὸ ὑπουργεῖον ἀπέστειλε χθὲς διαταγὴν πρὸς τὰς στρατιωτικὰς ἀρχὰς τοῦ Κράτους διὰ τῆς ὁποίας παραγγέλλει ὅπως ἐκδώσωσιν τὰς δεούσας διαταγὰς εἰς τὰ ὑπ' αὐτῶν τμήματα ἵνα προβῇ διὰ τῶν οἰκείων ὀργάνων εἰς τὴν κατασκευὴν ἀνὰ 30 χιλ. ἐμπροσθίων καὶ ὀπισθίων ἐπιστηθίων ὡς καὶ ἐξ ἄλλων χιλ. ἐλαίου διὰ τὰ ὅπλα. Τὰ εἴδη ταῦτα θ' ἀποσταλῶσι τμηματικῶς εἰς τὴν διεύθυνσιν τοῦ Ὑλικοῦ Πολέμου, ἡ ὁποία θὰ τὰ διανείμῃ. <box>544 205 794 371</box>
ad-lampropoulos-text: Εἶναι τὸ μόνον Κατάστημα εἰς τὸ ὁποῖον θὰ εὕρητε ὅλα τὰ ἀπαραίτητα εἴδη τῆς πλουσίας καὶ ἐκλεκτῆς συλλογῆς του εἰς τιμὰς πολὺ εὐθηνάς, ἕνεκα τῶν μικρῶν ἐξόδων τοῦ καταστήματος. <box>1040 1469 1580 1496</box>
ad-fragkoulis-prices <box>1040 1036 1301 1167</box>
rate-value: — <box>279 480 286 493</box>
ad-hernia-address: Η Ὁδὸς Γερανίου 11. <box>1092 1385 1248 1401</box>
mobilization-text: ΒΕΡΟΛΙΝΟΝ. Μεσονύκτιον Παρασκευῆς.— Κατὰ τηλεγραφήματα ληφθέντα ἀπόψε ἐκ Κωνσταντινουπόλεως, αἱ ἐπιστρατευθεῖσαι ἐν Μικρᾷ Ἀσίᾳ ἔφεδροι ἀπῆλθον εἰς Θεσσαλονίκην. Κατὰ τὰς αὐτὰς πληροφορίας διετάχθη ἡ ἀποστολὴ τῶν εἰς τὴν Ἀδριανούπολιν. <box>1040 673 1580 742</box>
ads-row-2 <box>1040 1239 1580 1422</box>
trial-text: ΒΕΡΟΛΙΝΟΝ. Μεσονύκτιον Παρασκευῆς. Ἡ δίκη τοῦ Ὀϊλεμπουργ ἀνεβλήθη ἕνεκα τῆς βαρείας ἀσθενείας τοῦ κατηγορουμένου, εὑρισκομένου εἰς τὰ ἔσχατα. Ἡ δίκη θὰ προσδιορισθῇ ἐκ νέου εὐθὺς ὡς βεβαιωθῇ ὅτι παρῆλθε πᾶς κίνδυνος καὶ ὁ κατηγορούμενος δύναται νὰ παρουσιασθῇ εἰς τὸ δικαστήριον. <box>1040 863 1580 950</box>
polyclinic-patients: 19,768 ΑΣΘΕΝΕΙΣ <box>856 658 978 678</box>
ad-tarsoulis-text: Ἐπὶ πενταετίαν ἐν Εὐρώπῃ εἰδικῶς ἀσχοληθεὶς εἰς τοὺς ἀνωτέρω κλάδους. Ἐπιμελητὴς τῆς Δημοσίου Μαιευτηρίου. <box>1319 1294 1580 1334</box>
rate-value: 120.75 <box>248 298 286 311</box>
rate-row <box>18 355 288 370</box>
results-heading: ΤΑ ΑΠΟΤΕΛΕΣΜΑΤΑ <box>1131 206 1489 256</box>
rate-name: Ἐπὶ Αὐστρίας <box>20 727 96 741</box>
rate-value: 56.— <box>260 436 286 449</box>
ad-tarsoulis-hours-heading: ΔΕΧΕΤΑΙ ΚΑΘ' ΕΚΑΣΤΗΝ <box>1356 1338 1543 1354</box>
price-value: 0,25 <box>1274 1079 1301 1093</box>
rate-name: Τράπεζα Ἀθηνῶν <box>20 297 113 311</box>
blennorrhea-heading: Η ΒΛΕΝΝΟΡΡΟΙΑ <box>855 845 979 865</box>
denial-signature: Ἐκ τοῦ γραφείου τῆς ἀτμοπλοΐας Μαυράτου <box>65 1646 288 1675</box>
ad-breland-footer: Τὸ γενικὸν πρατήριον εἰς τὸ Ἀγγλικὸν Φαρμακεῖον, Schapira—Breland, Κολοκοτρώνη 10 (ἀπέναντι Βουλῆς) Ἀθῆναι. <box>1040 1795 1580 1822</box>
top-scan-band <box>0 0 1600 72</box>
price-item: Ταινίαι <box>1040 1079 1082 1093</box>
section-company-shares: ΜΕΤΟΧΑΙ ΕΤΑΙΡΕΙΩΝ <box>18 373 288 389</box>
rate-value: 123.50 <box>248 342 286 355</box>
rate-value: 27.— <box>260 648 286 661</box>
ad-hernia-heading-5: ΙΝΣΤΙΤΟΥΤΩ ΑΘΗΝΩΝ <box>1086 1368 1255 1384</box>
rate-name: Τράπεζα Κρήτης <box>20 282 110 296</box>
rate-value: 58.75 <box>254 451 286 464</box>
divider <box>544 198 794 199</box>
ad-tarsoulis <box>1311 1241 1581 1420</box>
military-heading: ΣΤΡΑΤΙΩΤΙΚΑ <box>585 141 753 174</box>
ad-konsolas-text-2: Φλανέλλες μάλλινες, καλοκαιρινῆς Ἀνδρῶν καὶ Κυριῶν εὐθυνότερον τῶν ἄλλων καταστημάτων. <box>1040 1600 1566 1613</box>
rate-value: 105.50 <box>248 356 286 369</box>
rate-name: Σιδηρ. Ἀθηνῶν-Πειραιῶς <box>20 391 157 405</box>
rate-value: 104.50 <box>248 254 286 267</box>
rate-value: 108.25 <box>248 699 286 712</box>
column-military <box>544 138 827 2183</box>
rate-name: Ἐπὶ Γερμανίας <box>20 741 102 755</box>
rate-row <box>18 698 288 713</box>
divider <box>1040 556 1580 558</box>
rate-name: Ἐπὶ Γαλλίας <box>20 698 91 712</box>
quinine-heading: Η ΠΩΛΗΣΙΣ ΤΗΣ ΚΙΝΗΤΗΣ <box>326 449 506 469</box>
rate-value: 94 25 <box>254 524 286 537</box>
rate-row <box>18 581 288 596</box>
victim-heading: ΘΥΜΑ <box>377 1419 455 1453</box>
trial-signature: Μ. Χ. <box>1546 954 1580 969</box>
price-row <box>1040 1094 1301 1109</box>
price-item: Φουλάρια διπλάφαρδα <box>1040 1035 1165 1049</box>
divider <box>544 378 794 380</box>
mobilization-subheading: ΤΟΥ ΤΟΥΡΚΙΚΟΥ ΣΤΡΑΤΟΥ <box>1127 610 1493 649</box>
faliro-heading: ΕΞΥΓΙΑΝΣΙΣ ΤΟΥ ΦΑΛΗΡΟΥ <box>821 399 1017 419</box>
rate-row <box>18 494 288 509</box>
rate-row <box>18 283 288 298</box>
rate-name: Ὁμολογ. δανείου 20,000,000 <box>20 355 178 369</box>
rate-name: Σιδηρόδρομοι Π. Α. Π. <box>20 421 143 435</box>
column-railway <box>300 138 558 2183</box>
ad-breland-body <box>1040 1669 1580 1789</box>
rate-name: Μεταλλουργεῖον Λαυρίου <box>20 435 162 449</box>
price-row <box>1040 1138 1301 1153</box>
rate-row <box>18 508 288 523</box>
divider <box>1040 1522 1580 1524</box>
medal-seal-label-2: HORS CONCOURS <box>1074 1776 1156 1787</box>
price-row <box>1040 1079 1301 1094</box>
trial-subheading: Η ΔΙΚΗ ΤΟΥ ΟΥ ΛΕΜΠΟΥΡΓ <box>1121 820 1499 859</box>
rate-name: Μελιγαλᾶ <box>20 253 76 267</box>
price-row <box>1040 1036 1301 1051</box>
ad-fragkoulis-address: Ὁδὸς Ἀθηνᾶς καὶ Καλαμιώτου <box>1085 1020 1256 1034</box>
rate-row <box>18 341 288 356</box>
funeral-text: ἀπεβιώσασαν χθὲς, κηδεύομεν σήμερον Σάββατον καὶ ὥραν 6ην μ. μ. ἐκ τῆς οἰκίας της, κειμένης ἐπὶ τῆς ὁδοῦ Σουμελῆ 11 Α', εἰς τὸ πρῶτον Νεκροταφεῖον. <box>544 1042 794 1102</box>
exchange-col-sight: Ὄψεως <box>231 680 284 695</box>
rate-value: 74.— <box>260 466 286 479</box>
stock-exchange-title: ΧΡΗΜΑΤΙΣΤΗΡΙΟΝ <box>36 140 325 182</box>
last-hour-heading: ΤΕΛΕΥΤΑΙΑ ΩΡΑ <box>77 783 229 809</box>
column-divider <box>538 138 539 2183</box>
rate-row <box>18 538 288 553</box>
rate-row <box>18 567 288 582</box>
funeral-widower-label: Ὁ σύζυγος <box>630 1123 708 1139</box>
exchange-table <box>18 698 288 771</box>
rate-row <box>18 465 288 480</box>
rate-row <box>18 756 288 771</box>
price-row <box>1040 1065 1301 1080</box>
results-failure: Η ΑΥΤΗ ΑΠΟΤΥΧΙΑ <box>1143 298 1477 348</box>
rate-row <box>18 421 288 436</box>
deacon-heading: ΚΑΘΑΙΡΕΣΙΣ ΙΕΡΟΔΙΑΚΟΝΟΥ <box>316 1233 520 1253</box>
ad-tarsoulis-hours: Ἐν τῇ οἰκίᾳ του Λυκαβηττοῦ καὶ Ἀκαδημίας 4, 3—5 μ. μ. καὶ ἐν τῇ κλινικῇ Ἰ. Ἐφεσσαρίας, 9—10 π. μ. <box>1319 1355 1580 1396</box>
price-item: Σκουφίαι <box>1040 1093 1091 1107</box>
rate-value: 113.50 <box>248 728 286 741</box>
divider <box>300 1227 532 1228</box>
